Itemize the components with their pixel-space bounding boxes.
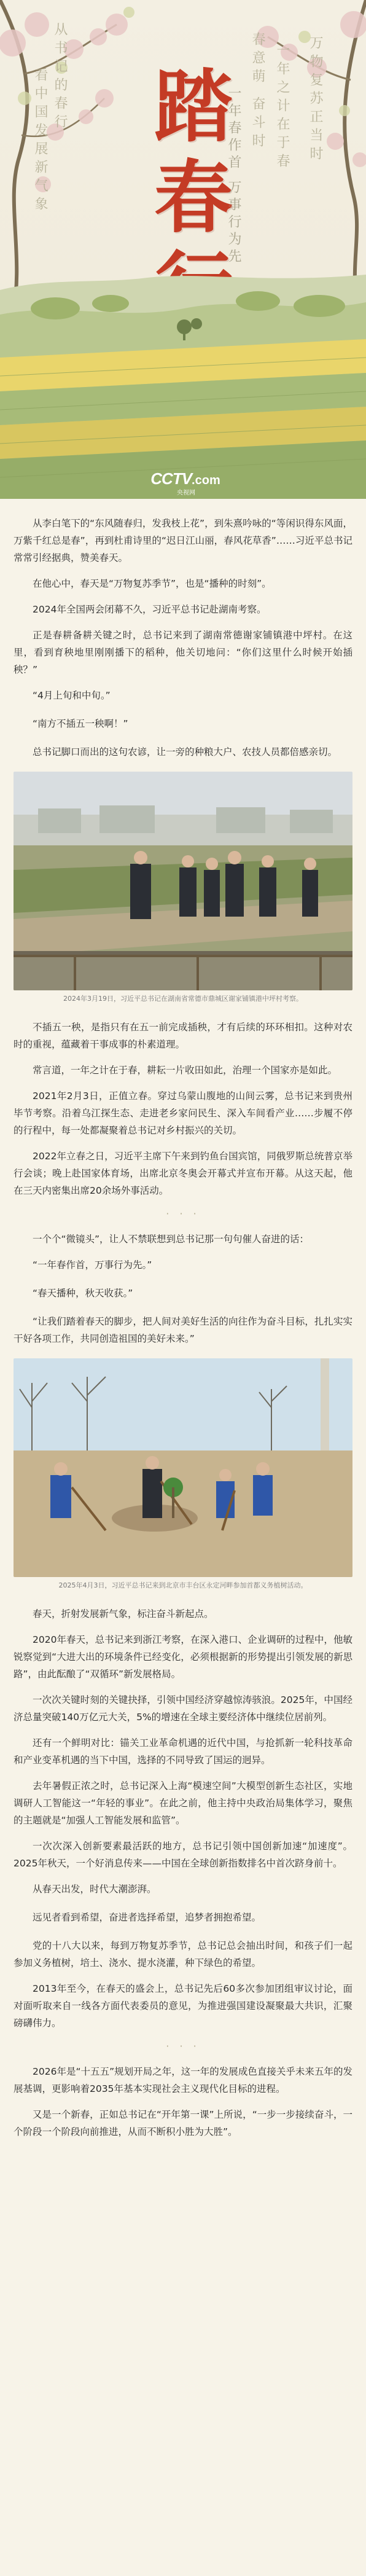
photo-field-inspection	[14, 772, 352, 990]
section-divider: · · ·	[166, 2040, 200, 2052]
paragraph: 远见者看到希望，奋进者选择希望，追梦者拥抱希望。	[33, 1912, 262, 1923]
paragraph: 2013年至今，在春天的盛会上，总书记先后60多次参加团组审议讨论，面对面听取来自一线各方面代表委员的意见，为推进强国建设凝聚最大共识，汇聚磅礴伟力。	[14, 1983, 352, 2029]
spring-fields-illustration	[0, 265, 366, 499]
paragraph: “4月上旬和中旬。”	[33, 690, 111, 701]
paragraph: 正是春耕备耕关键之时，总书记来到了湖南常德谢家铺镇港中坪村。在这里，看到育秧地里刚刚播下的稻种，他关切地问：“你们这里什么时候开始插秧？”	[14, 630, 352, 675]
paragraph: 2024年全国两会闭幕不久，习近平总书记赴湖南考察。	[33, 604, 267, 615]
paragraph: 从李白笔下的“东风随春归，发我枝上花”，到朱熹吟咏的“等闲识得东风面，万紫千红总是春”，再到杜甫诗里的“迟日江山丽，春风花草香”……习近平总书记常常引经据典，赞美春天。	[14, 518, 352, 563]
cctv-logo	[142, 469, 228, 496]
paragraph: 党的十八大以来，每到万物复苏季节，总书记总会抽出时间，和孩子们一起参加义务植树，培土、浇水、提水浇灌，种下绿色的希望。	[14, 1940, 352, 1968]
poem-line: 春意萌 奋斗时	[250, 32, 265, 152]
poem-line: 一年之计在于春	[274, 43, 290, 172]
banner	[0, 0, 366, 499]
poem-line: 从书记的春行	[52, 22, 68, 133]
paragraph: 常言道，一年之计在于春，耕耘一片收田如此，治理一个国家亦是如此。	[33, 1065, 338, 1076]
paragraph: 一次次关键时刻的关键抉择，引领中国经济穿越惊涛骇浪。2025年，中国经济总量突破140万亿元大关，5%的增速在全球主要经济体中继续位居前列。	[14, 1694, 352, 1723]
logo-domain: .com	[192, 474, 220, 487]
section-divider: · · ·	[166, 1208, 200, 1219]
paragraph: 又是一个新春，正如总书记在“开年第一课”上所说，“一步一步接续奋斗，一个阶段一个阶段向前推进，从而不断积小胜为大胜”。	[14, 2109, 352, 2137]
poem-line: 看中国发展新气象	[33, 68, 48, 215]
paragraph: 2022年立春之日，习近平主席下午来到钓鱼台国宾馆，同俄罗斯总统普京举行会谈；晚上赴国家体育场，出席北京冬奥会开幕式并宣布开幕。从这天起，他在三天内密集出席20余场外事活动。	[14, 1151, 352, 1196]
paragraph: 2026年是“十五五”规划开局之年，这一年的发展成色直接关乎未来五年的发展基调，更影响着2035年基本实现社会主义现代化目标的进程。	[14, 2066, 352, 2094]
paragraph: 一个个“微镜头”，让人不禁联想到总书记那一句句催人奋进的话：	[33, 1234, 310, 1245]
paragraph: 还有一个鲜明对比：锚关工业革命机遇的近代中国，与抢抓新一轮科技革命和产业变革机遇的当下中国，选择的不同导致了国运的迥异。	[14, 1737, 352, 1766]
paragraph: 一次次深入创新要素最活跃的地方，总书记引领中国创新加速“加速度”。2025年秋天，一个好消息传来——中国在全球创新指数排名中首次跻身前十。	[14, 1841, 352, 1869]
paragraph: 去年暑假正浓之时，总书记深入上海“模速空间”大模型创新生态社区，实地调研人工智能这一“年轻的事业”。在此之前，他主持中央政治局集体学习，聚焦的主题就是“加强人工智能发展和监管”。	[14, 1780, 352, 1826]
photo-tree-planting	[14, 1358, 352, 1577]
paragraph: 不插五一秧，是指只有在五一前完成插秧，才有后续的环环相扣。这种对农时的重视，蕴藏着干事成事的朴素道理。	[14, 1022, 352, 1050]
paragraph: 2021年2月3日，正值立春。穿过乌蒙山腹地的山间云雾，总书记来到贵州毕节考察。沿着乌江探生态、走进老乡家问民生、深入车间看产业……步履不停的行程中，每一处都凝聚着总书记对乡村振兴的关切。	[14, 1090, 352, 1136]
poem-line: 万物复苏正当时	[308, 36, 323, 165]
banner-subtitle: 一年春作首 万事行为先	[226, 86, 241, 266]
photo-caption: 2025年4月3日，习近平总书记来到北京市丰台区永定河畔参加首都义务植树活动。	[58, 1581, 308, 1589]
paragraph: 从春天出发，时代大潮澎湃。	[33, 1884, 157, 1895]
quote: “一年春作首，万事行为先。”	[33, 1259, 152, 1270]
paragraph: 2020年春天，总书记来到浙江考察，在深入港口、企业调研的过程中，他敏锐察觉到“大进大出的环境条件已经变化，必须根据新的形势提出引领发展的新思路”，由此酝酿了“双循环”新发展格局。	[14, 1634, 352, 1680]
quote: “让我们踏着春天的脚步，把人间对美好生活的向往作为奋斗目标，扎扎实实干好各项工作，共同创造祖国的美好未来。”	[14, 1316, 352, 1344]
paragraph: “南方不插五一秧啊！”	[33, 718, 128, 729]
paragraph: 春天，折射发展新气象，标注奋斗新起点。	[33, 1608, 214, 1619]
photo-caption: 2024年3月19日，习近平总书记在湖南省常德市鼎城区谢家铺镇港中坪村考察。	[63, 995, 303, 1003]
quote: “春天播种，秋天收获。”	[33, 1288, 133, 1299]
banner-title: 踏春	[154, 61, 233, 244]
paragraph: 总书记脚口而出的这句农谚，让一旁的种粮大户、农技人员都倍感亲切。	[33, 746, 338, 758]
paragraph: 在他心中，春天是“万物复苏季节”，也是“播种的时刻”。	[33, 578, 271, 589]
logo-tag: 央视网	[177, 490, 195, 496]
logo-main: CCTV	[150, 469, 192, 488]
article-body	[0, 515, 366, 2140]
